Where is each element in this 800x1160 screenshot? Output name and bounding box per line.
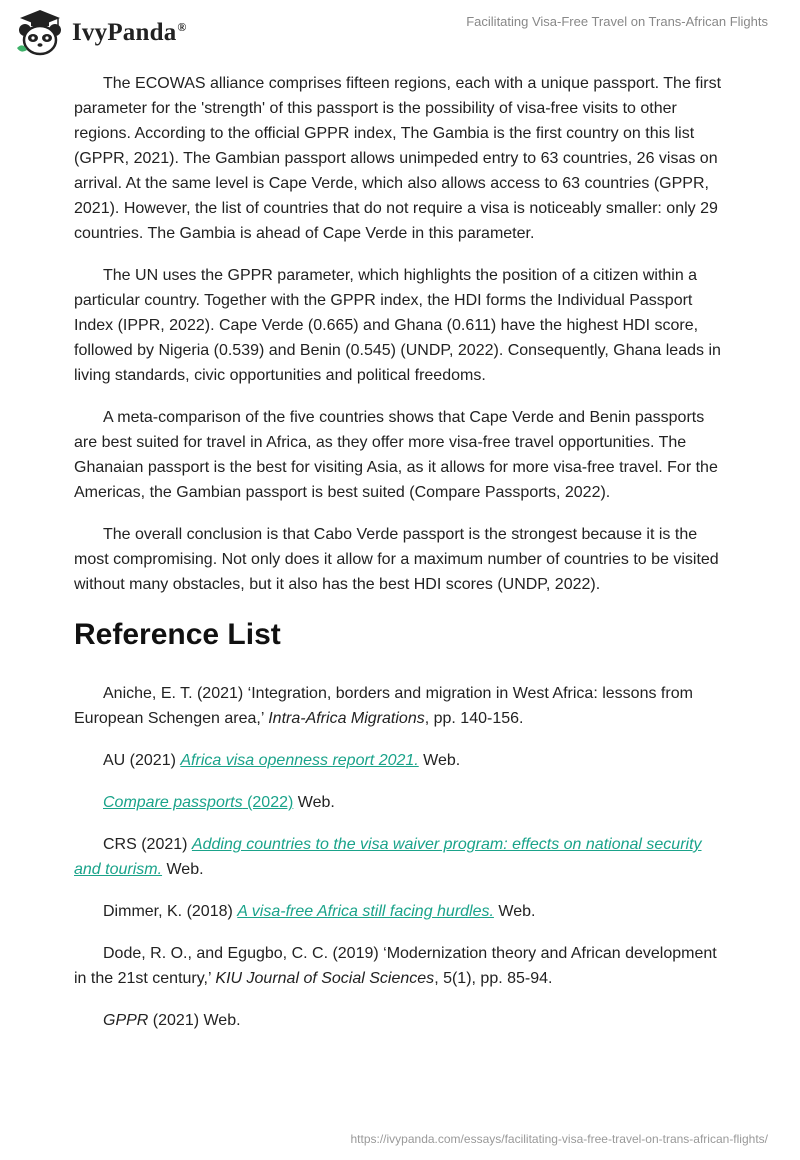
reference-au: AU (2021) Africa visa openness report 2021. Web. (103, 752, 461, 769)
paragraph-2: The UN uses the GPPR parameter, which highlights the position of a citizen within a particular country. Together with the GPPR index, the HDI forms the Individual Passport Index (IPPR, 2022). Cape Verde (0.665) and Ghana (0.611) have the highest HDI score, followed by Nigeria (0.539) and Benin (0.545) (UNDP, 2022). Consequently, Ghana leads in living standards, civic opportunities and political freedoms. (74, 267, 721, 384)
reference-crs: CRS (2021) Adding countries to the visa waiver program: effects on national security and tourism. Web. (74, 836, 702, 878)
panda-mascot-icon (14, 8, 66, 58)
brand-name: IvyPanda® (72, 19, 187, 46)
reference-dimmer-link[interactable]: A visa-free Africa still facing hurdles. (237, 903, 494, 920)
paragraph-3: A meta-comparison of the five countries shows that Cape Verde and Benin passports are best suited for travel in Africa, as they offer more visa-free travel opportunities. The Ghanaian passport is the best for visiting Asia, as it allows for more visa-free travel. For the Americas, the Gambian passport is best suited (Compare Passports, 2022). (74, 409, 718, 501)
paragraph-4: The overall conclusion is that Cabo Verde passport is the strongest because it is the most compromising. Not only does it allow for a maximum number of countries to be visited without many obstacles, but it also has the best HDI scores (UNDP, 2022). (74, 526, 719, 593)
reference-dode: Dode, R. O., and Egugbo, C. C. (2019) ‘Modernization theory and African development in the 21st century,’ KIU Journal of Social Sciences, 5(1), pp. 85-94. (74, 945, 717, 987)
reference-compare-passports-link[interactable]: Compare passports (2022) (103, 794, 294, 811)
paragraph-1: The ECOWAS alliance comprises fifteen regions, each with a unique passport. The first parameter for the 'strength' of this passport is the possibility of visa-free visits to other regions. According to the official GPPR index, The Gambia is the first country on this list (GPPR, 2021). The Gambian passport allows unimpeded entry to 63 countries, 26 visas on arrival. At the same level is Cape Verde, which also allows access to 63 countries (GPPR, 2021). However, the list of countries that do not require a visa is noticeably smaller: only 29 countries. The Gambia is ahead of Cape Verde in this parameter. (74, 75, 722, 242)
source-url[interactable]: https://ivypanda.com/essays/facilitating-visa-free-travel-on-trans-african-flights/ (350, 1132, 768, 1146)
brand-logo[interactable] (14, 8, 187, 58)
reference-au-link[interactable]: Africa visa openness report 2021. (180, 752, 419, 769)
reference-crs-link[interactable]: Adding countries to the visa waiver program: effects on national security and tourism. (74, 836, 702, 878)
reference-compare-passports: Compare passports (2022) Web. (103, 794, 335, 811)
reference-aniche: Aniche, E. T. (2021) ‘Integration, borders and migration in West Africa: lessons from European Schengen area,’ Intra-Africa Migrations, pp. 140-156. (74, 685, 693, 727)
essay-body (74, 71, 728, 1050)
reference-dimmer: Dimmer, K. (2018) A visa-free Africa still facing hurdles. Web. (103, 903, 536, 920)
reference-gppr: GPPR (2021) Web. (103, 1012, 241, 1029)
reference-list-heading: Reference List (74, 618, 281, 651)
document-title: Facilitating Visa-Free Travel on Trans-African Flights (466, 14, 768, 29)
page-header (0, 0, 800, 70)
